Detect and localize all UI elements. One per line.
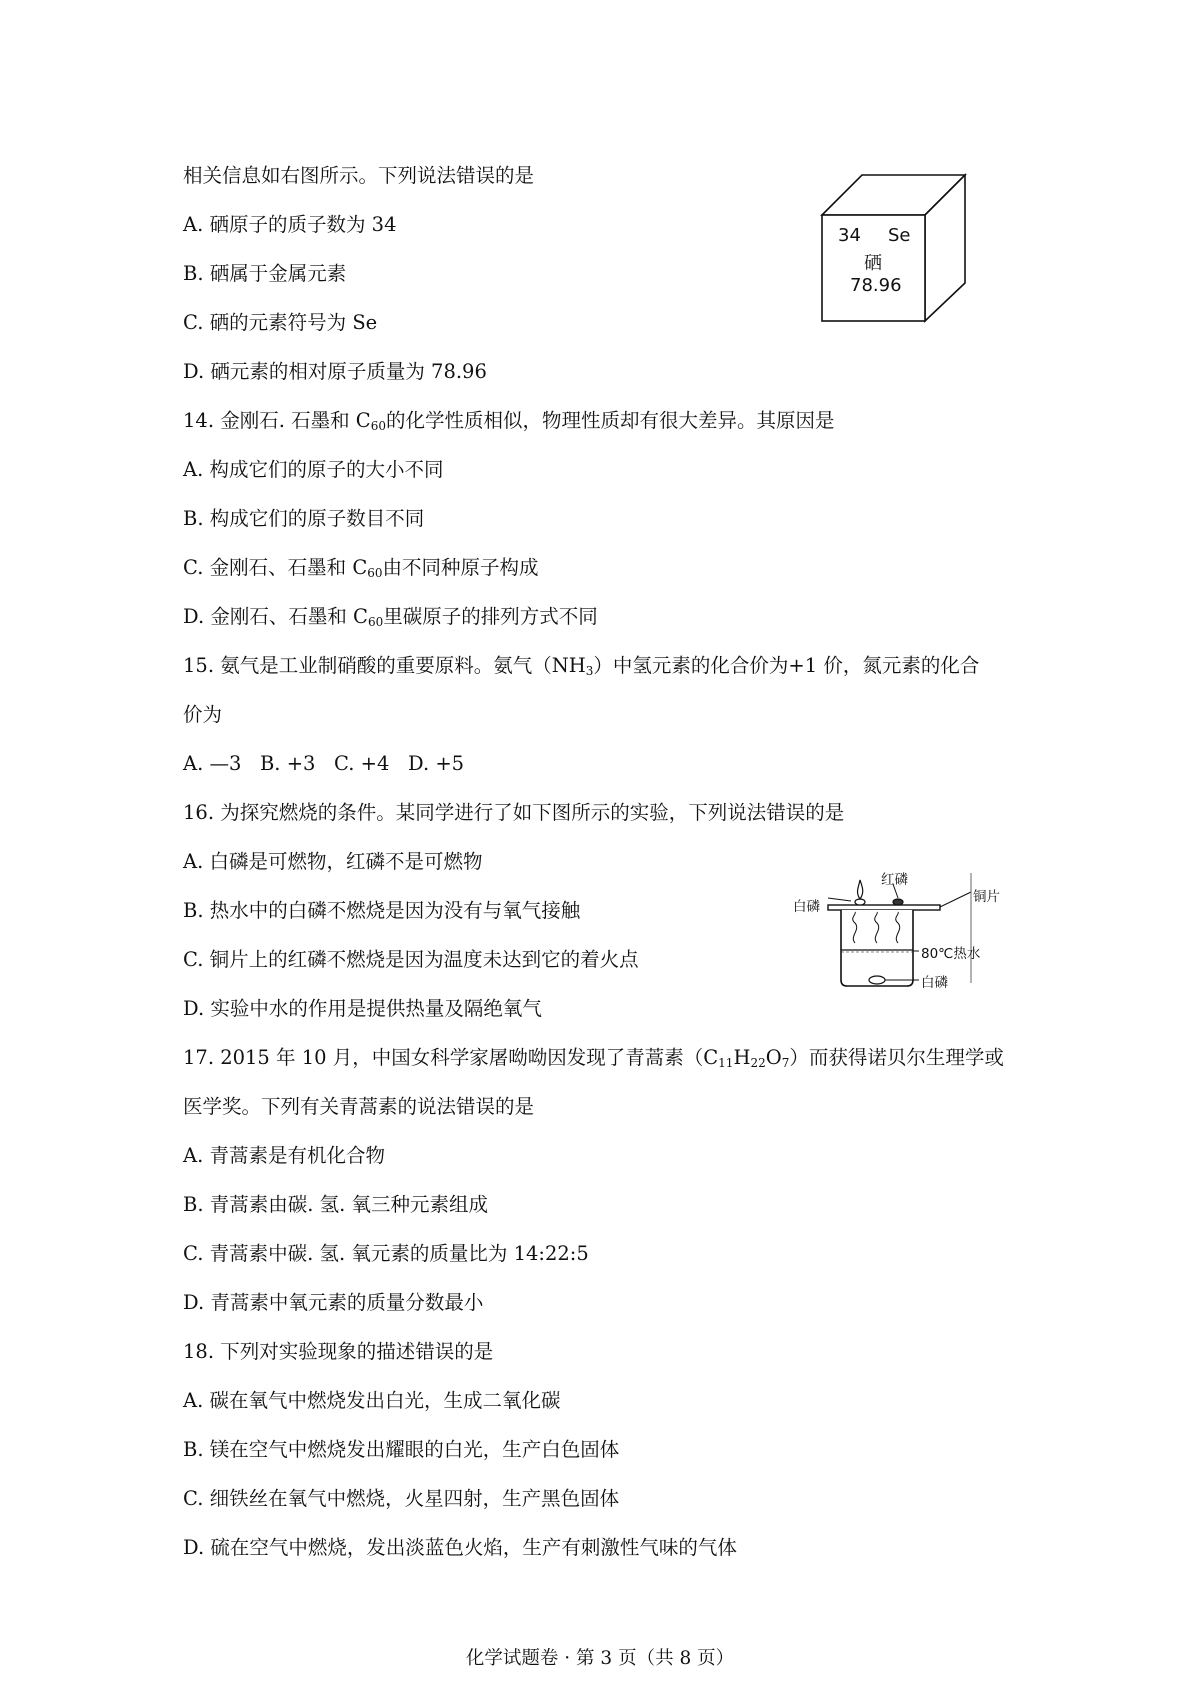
combustion-experiment-figure xyxy=(793,868,1003,991)
q17-stem: 17. 2015 年 10 月，中国女科学家屠呦呦因发现了青蒿素$(C_{11}H_{22}O_7)$而获得诺贝尔生理学或 xyxy=(183,1046,1004,1070)
q16-option-a: A. 白磷是可燃物，红磷不是可燃物 xyxy=(183,850,483,873)
q13-option-a: A. 硒原子的质子数为 34 xyxy=(183,213,397,236)
page-footer: 化学试题卷 · 第 3 页（共 8 页） xyxy=(465,1648,735,1669)
q14-stem: 14. 金刚石. 石墨和 $C_{60}$的化学性质相似，物理性质却有很大差异。其原因是 xyxy=(183,409,835,433)
element-name: 硒 xyxy=(864,253,882,274)
q18-option-b: B. 镁在空气中燃烧发出耀眼的白光，生产白色固体 xyxy=(183,1438,620,1461)
q15-stem-line2: 价为 xyxy=(183,703,223,726)
q14-option-d: D. 金刚石、石墨和 $C_{60}$里碳原子的排列方式不同 xyxy=(183,605,598,629)
q13-stem: 相关信息如右图所示。下列说法错误的是 xyxy=(183,164,535,187)
q16-stem: 16. 为探究燃烧的条件。某同学进行了如下图所示的实验，下列说法错误的是 xyxy=(183,801,845,824)
q16-option-c: C. 铜片上的红磷不燃烧是因为温度未达到它的着火点 xyxy=(183,948,639,971)
atomic-number: 34 xyxy=(838,225,861,246)
q17-option-c: C. 青蒿素中碳. 氢. 氧元素的质量比为 14:22:5 xyxy=(183,1242,589,1265)
label-white-phosphorus-top: 白磷 xyxy=(793,899,820,915)
q18-option-d: D. 硫在空气中燃烧，发出淡蓝色火焰，生产有刺激性气味的气体 xyxy=(183,1536,737,1559)
element-cube-drawing xyxy=(820,173,968,323)
element-symbol: Se xyxy=(888,225,911,246)
q18-option-c: C. 细铁丝在氧气中燃烧，火星四射，生产黑色固体 xyxy=(183,1487,620,1510)
q17-option-a: A. 青蒿素是有机化合物 xyxy=(183,1144,385,1167)
label-red-phosphorus: 红磷 xyxy=(881,872,908,888)
label-white-phosphorus-bottom: 白磷 xyxy=(921,975,948,991)
label-copper-plate: 铜片 xyxy=(973,889,1000,905)
q14-option-a: A. 构成它们的原子的大小不同 xyxy=(183,458,444,481)
q13-option-d: D. 硒元素的相对原子质量为 78.96 xyxy=(183,360,487,383)
q15-options: A. —3 B. +3 C. +4 D. +5 xyxy=(183,752,465,775)
q17-stem-line2: 医学奖。下列有关青蒿素的说法错误的是 xyxy=(183,1095,535,1118)
q13-option-c: C. 硒的元素符号为 Se xyxy=(183,311,378,334)
q17-option-d: D. 青蒿素中氧元素的质量分数最小 xyxy=(183,1291,484,1314)
q14-option-b: B. 构成它们的原子数目不同 xyxy=(183,507,425,530)
q16-option-d: D. 实验中水的作用是提供热量及隔绝氧气 xyxy=(183,997,542,1020)
q16-option-b: B. 热水中的白磷不燃烧是因为没有与氧气接触 xyxy=(183,899,581,922)
q13-option-b: B. 硒属于金属元素 xyxy=(183,262,347,285)
q14-option-c: C. 金刚石、石墨和 $C_{60}$由不同种原子构成 xyxy=(183,556,539,580)
selenium-element-tile xyxy=(820,173,968,323)
q18-option-a: A. 碳在氧气中燃烧发出白光，生成二氧化碳 xyxy=(183,1389,561,1412)
atomic-mass: 78.96 xyxy=(850,275,902,296)
q17-option-b: B. 青蒿素由碳. 氢. 氧三种元素组成 xyxy=(183,1193,489,1216)
q15-stem: 15. 氨气是工业制硝酸的重要原料。氨气$(NH_3)$中氢元素的化合价为+1 价，氮元素的化合 xyxy=(183,654,980,678)
label-hot-water: 80℃热水 xyxy=(921,946,981,962)
q18-stem: 18. 下列对实验现象的描述错误的是 xyxy=(183,1340,494,1363)
